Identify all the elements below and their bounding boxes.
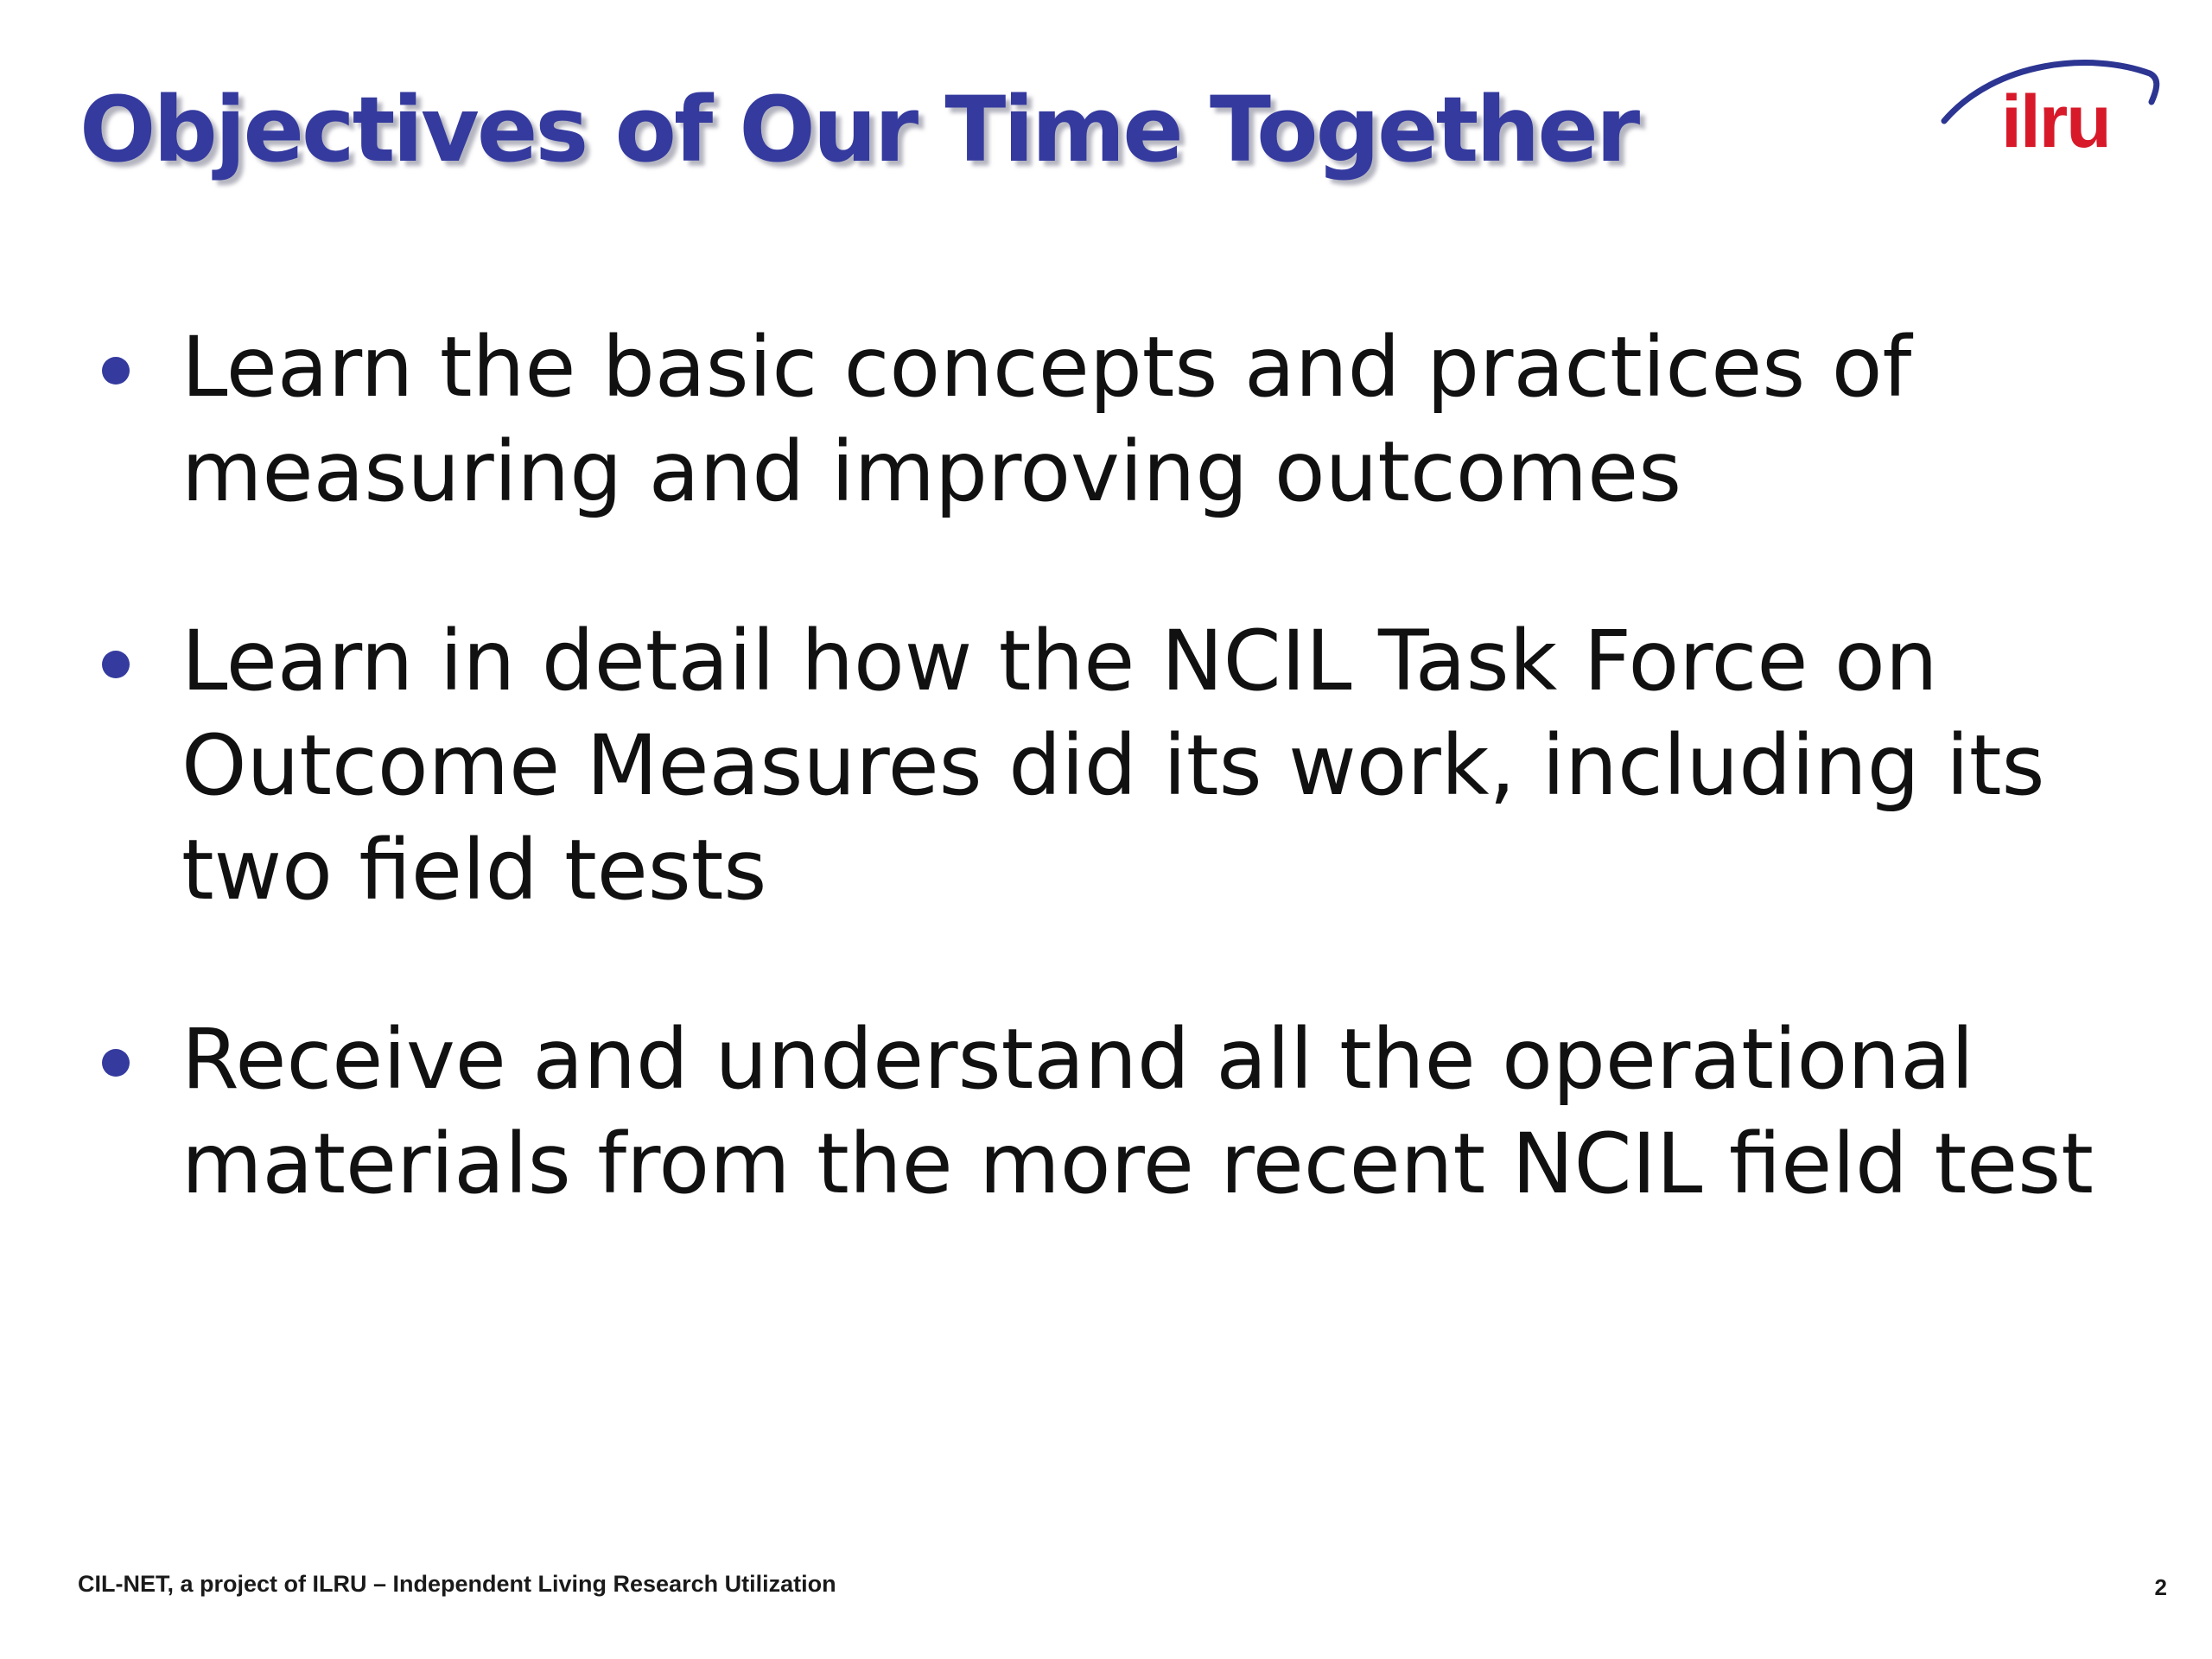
- ilru-logo: [1936, 35, 2160, 164]
- page-number: 2: [2154, 1574, 2167, 1600]
- bullet-text: Learn the basic concepts and practices of measuring and improving outcomes: [181, 319, 1912, 520]
- slide-title: Objectives of Our Time Together: [79, 77, 1638, 182]
- bullet-dot-icon: [102, 1049, 130, 1077]
- bullet-text: Learn in detail how the NCIL Task Force on Outcome Measures did its work, including its two field tests: [181, 613, 2045, 918]
- logo-text: ilru: [2001, 80, 2110, 163]
- ilru-logo-graphic: [1936, 35, 2160, 164]
- bullet-dot-icon: [102, 357, 130, 385]
- bullet-item: [95, 1007, 2117, 1217]
- bullet-item: [95, 315, 2117, 524]
- slide-footer: CIL-NET, a project of ILRU – Independent Living Research Utilization: [78, 1571, 836, 1597]
- bullet-item: [95, 609, 2117, 923]
- bullet-text: Receive and understand all the operational materials from the more recent NCIL field test: [181, 1011, 2094, 1212]
- bullet-list: [95, 315, 2117, 1301]
- bullet-dot-icon: [102, 651, 130, 678]
